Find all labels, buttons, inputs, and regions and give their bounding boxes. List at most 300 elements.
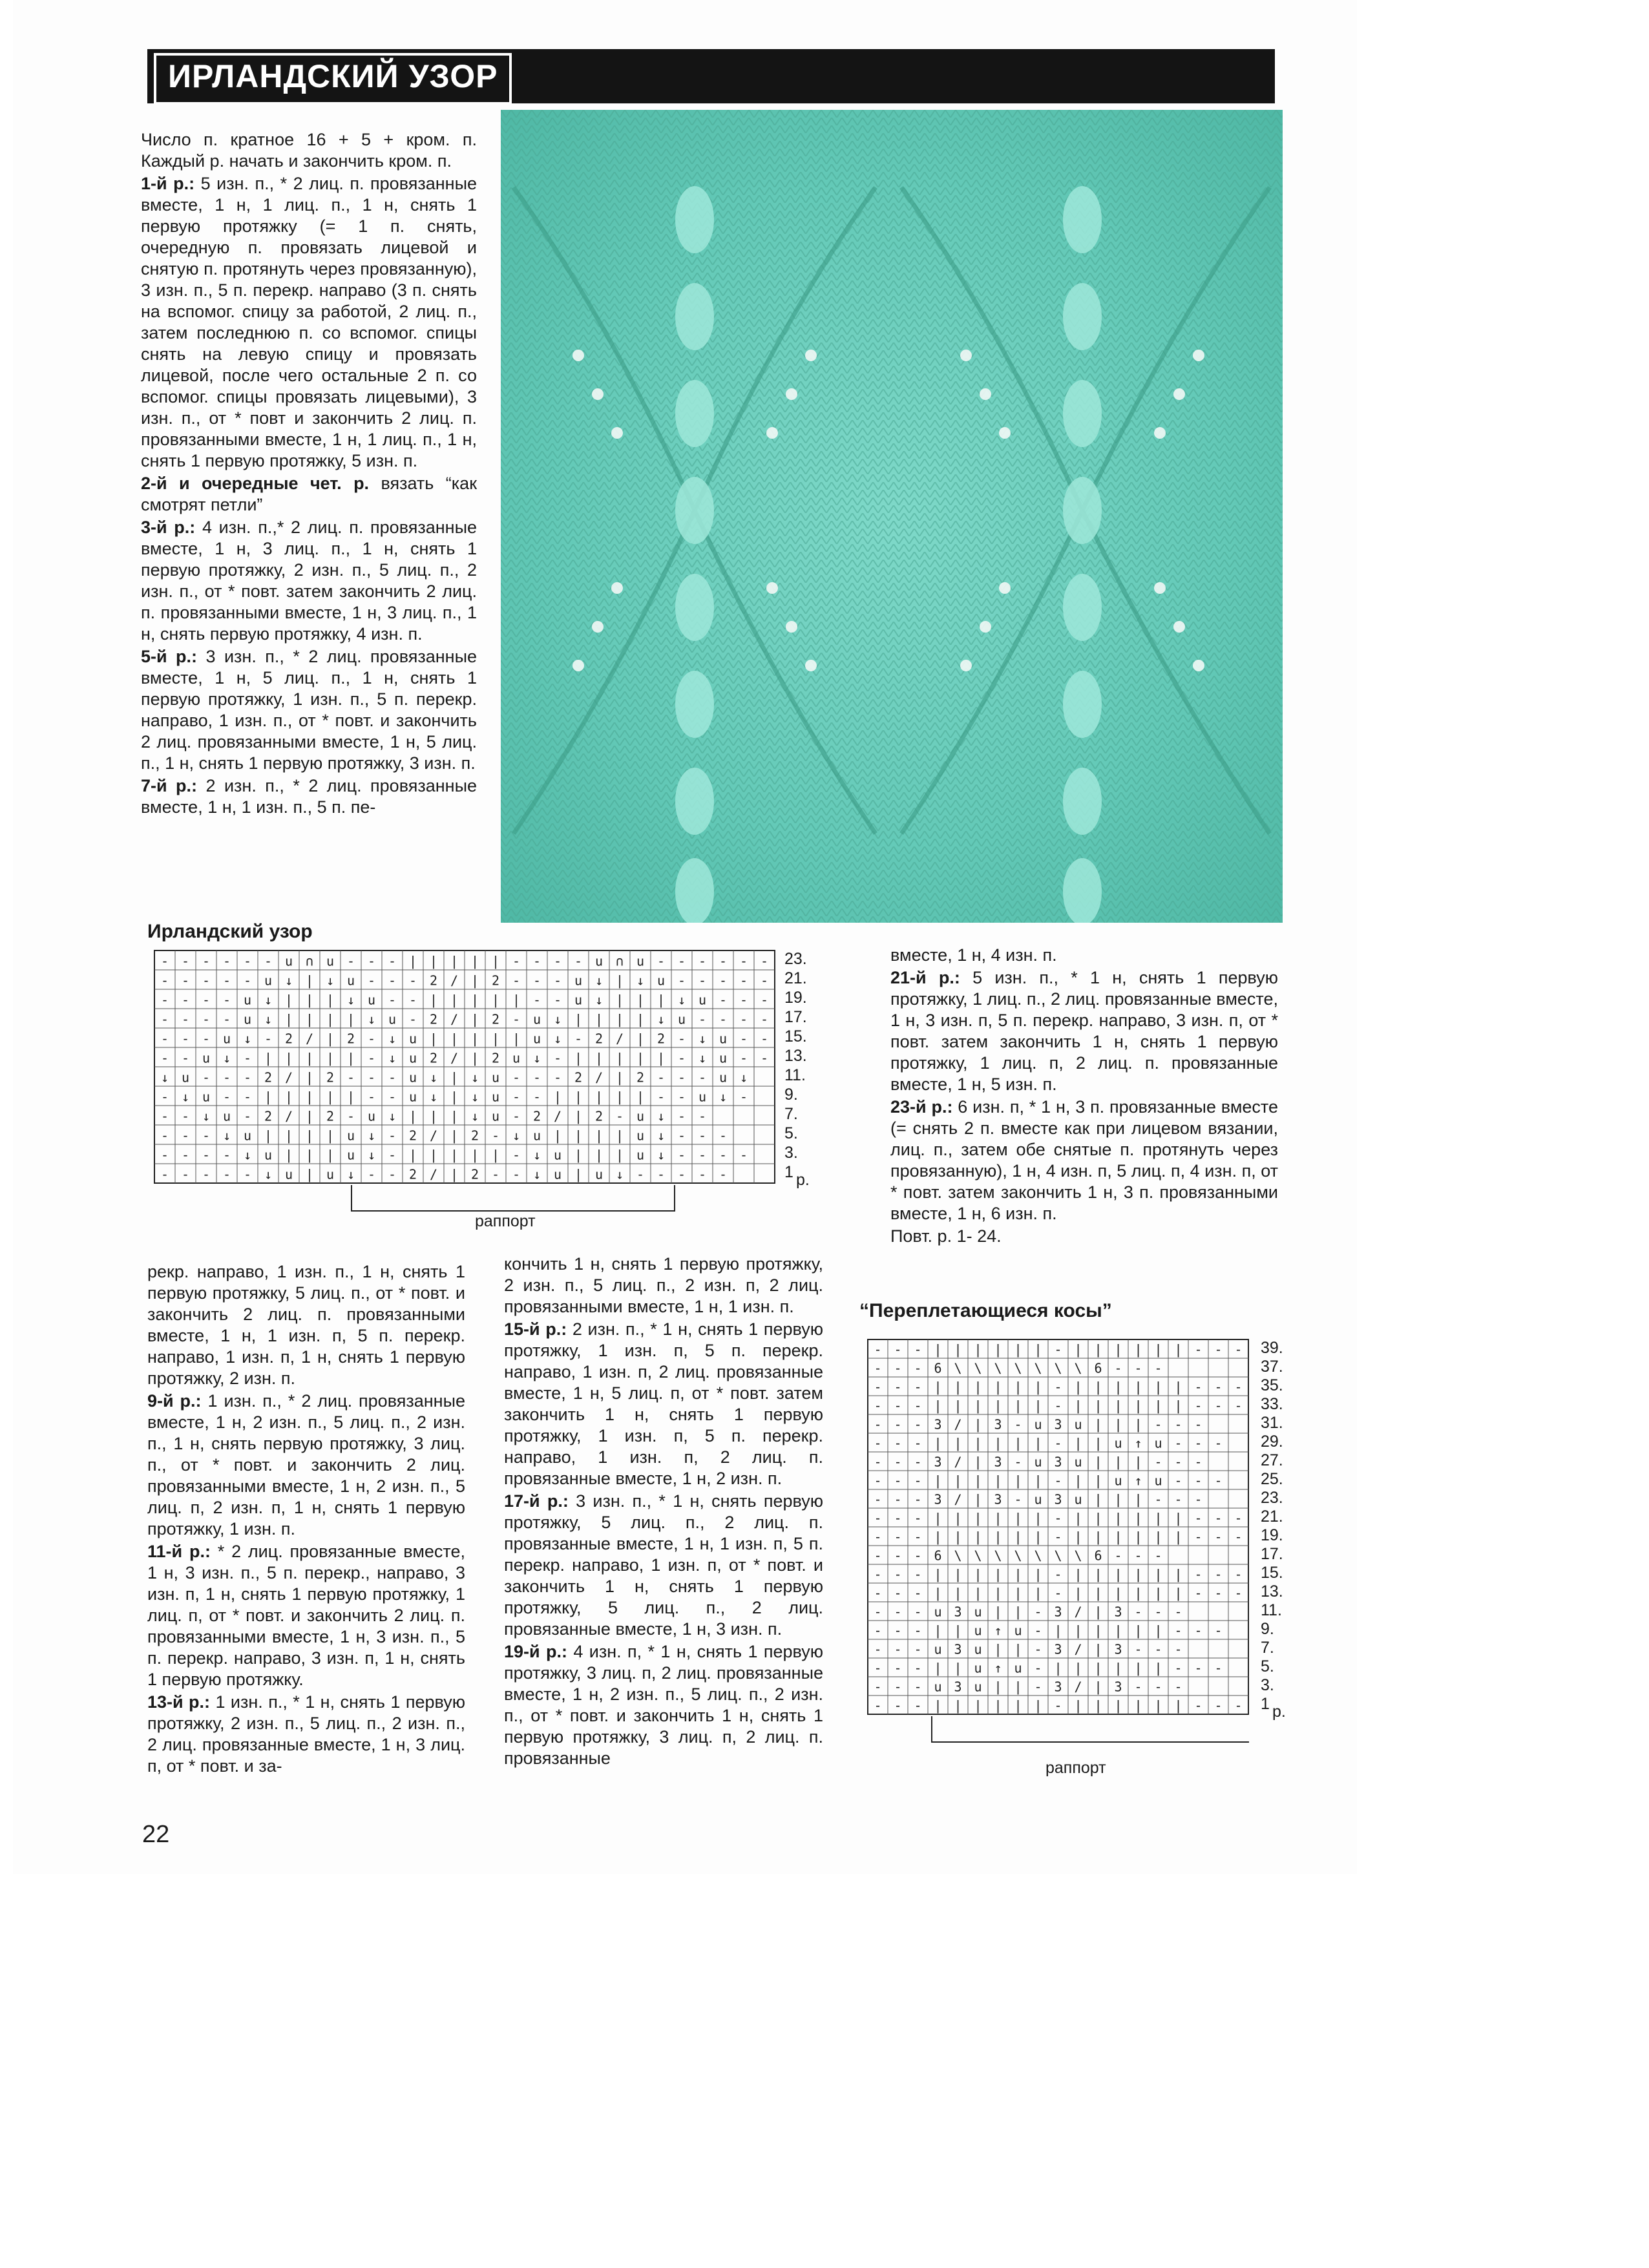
chart2-symbol: - [1014, 1454, 1022, 1470]
chart2-symbol: | [1034, 1566, 1042, 1582]
chart2-symbol: | [954, 1566, 962, 1582]
chart2-symbol: \ [974, 1548, 982, 1564]
chart2-symbol: - [1214, 1379, 1223, 1395]
chart1-symbol: | [491, 1031, 500, 1047]
chart1-symbol: | [346, 1050, 355, 1066]
chart2-symbol: | [1134, 1454, 1142, 1470]
chart1-symbol: | [264, 1089, 273, 1105]
chart1-symbol: ↓ [243, 1031, 252, 1047]
chart2-symbol: - [894, 1660, 902, 1676]
chart1-symbol: u [532, 1128, 541, 1144]
chart1-row-number: 9. [784, 1086, 798, 1104]
chart1-symbol: - [243, 1069, 252, 1086]
chart1-symbol: | [305, 1147, 314, 1163]
chart1-symbol: u [388, 1011, 397, 1027]
chart1-symbol: u [574, 972, 583, 989]
chart2-symbol: - [874, 1360, 882, 1376]
chart2-symbol: | [954, 1660, 962, 1676]
chart1-symbol: 2 [429, 1011, 438, 1027]
chart2-symbol: - [1174, 1679, 1182, 1695]
chart2-symbol: - [894, 1341, 902, 1358]
chart1-symbol: / [450, 1050, 459, 1066]
chart2-symbol: | [1114, 1660, 1122, 1676]
chart1-symbol: | [284, 1147, 293, 1163]
chart2-symbol: - [894, 1491, 902, 1507]
row-instruction: 4 изн. п.,* 2 лиц. п. провязанные вместе, 1 н, 3 лиц. п., 1 н, снять 1 первую протяжку, 2 изн. п., 5 лиц. п., 2 изн. п., от * повт. затем закончить 2 лиц. п. провязанными вместе, 1 н, 3 лиц. п., 1 н, снять первую протяжку, 4 изн. п. [141, 518, 477, 644]
chart1-symbol: - [160, 1128, 169, 1144]
chart2-symbol: 3 [1054, 1416, 1062, 1433]
chart1-symbol: - [160, 953, 169, 969]
chart2-symbol: / [954, 1491, 962, 1507]
chart1-symbol: ↓ [594, 992, 604, 1008]
chart1-symbol: - [698, 953, 707, 969]
chart1-symbol: | [450, 953, 459, 969]
chart2-symbol: - [1174, 1604, 1182, 1620]
chart1-symbol: | [636, 1089, 645, 1105]
chart2-symbol: | [1094, 1454, 1102, 1470]
chart2-symbol: - [1034, 1660, 1042, 1676]
chart1-symbol: ↓ [243, 1147, 252, 1163]
chart1-symbol: | [574, 1108, 583, 1124]
chart2-symbol: - [1054, 1435, 1062, 1451]
chart2-symbol: \ [1014, 1548, 1022, 1564]
chart2-symbol: - [1134, 1604, 1142, 1620]
chart1-symbol: - [160, 1166, 169, 1182]
row-label: 3-й р.: [141, 518, 196, 537]
chart2-symbol: - [1214, 1341, 1223, 1358]
chart1-symbol: - [512, 1089, 521, 1105]
chart1-symbol: - [202, 1147, 211, 1163]
chart2-symbol: | [1014, 1697, 1022, 1714]
chart2-symbol: u [974, 1641, 982, 1657]
chart1-symbol: - [222, 1147, 231, 1163]
chart2-symbol: - [1214, 1529, 1223, 1545]
chart2-row-number: 15. [1261, 1564, 1283, 1582]
chart2-symbol: - [914, 1585, 922, 1601]
chart1-symbol: - [243, 1108, 252, 1124]
chart2-symbol: - [1234, 1341, 1243, 1358]
chart1-symbol: - [739, 1011, 748, 1027]
chart2-symbol: | [974, 1510, 982, 1526]
chart2-symbol: - [914, 1341, 922, 1358]
row-instruction: вязать “как смотрят петли” [141, 474, 477, 514]
chart1-symbol: u [698, 992, 707, 1008]
chart2-symbol: - [1154, 1360, 1162, 1376]
chart2-symbol: | [954, 1697, 962, 1714]
chart2-symbol: | [1034, 1529, 1042, 1545]
chart2-symbol: - [914, 1548, 922, 1564]
chart2-symbol: - [1114, 1548, 1122, 1564]
chart1-symbol: - [739, 1050, 748, 1066]
right-paragraph [890, 967, 1278, 1095]
chart2-symbol: - [1194, 1473, 1203, 1489]
row-label: 23-й р.: [890, 1097, 953, 1117]
chart2-symbol: - [914, 1660, 922, 1676]
chart1-symbol: ↓ [698, 1031, 707, 1047]
chart2-symbol: | [1134, 1398, 1142, 1414]
chart2-symbol: - [1054, 1510, 1062, 1526]
chart2-symbol: - [1154, 1641, 1162, 1657]
chart2-symbol: | [1134, 1622, 1142, 1639]
chart2-symbol: - [874, 1510, 882, 1526]
chart1-symbol: | [470, 1050, 479, 1066]
chart2-symbol: - [874, 1398, 882, 1414]
chart2-symbol: | [1094, 1529, 1102, 1545]
chart1-symbol: - [243, 953, 252, 969]
chart1-symbol: | [450, 1166, 459, 1182]
chart1-symbol: | [450, 1069, 459, 1086]
chart1-row-suffix: р. [796, 1171, 810, 1189]
chart2-symbol: | [994, 1341, 1002, 1358]
chart2-symbol: \ [954, 1548, 962, 1564]
chart2-symbol: - [914, 1491, 922, 1507]
chart1-symbol: | [615, 1128, 624, 1144]
chart2-symbol: u [1014, 1622, 1022, 1639]
chart2-symbol: | [934, 1341, 942, 1358]
chart1-symbol: - [574, 953, 583, 969]
chart2-symbol: | [1114, 1341, 1122, 1358]
chart2-symbol: - [894, 1548, 902, 1564]
chart1-symbol: - [719, 1147, 728, 1163]
chart1-symbol: - [181, 992, 190, 1008]
chart1-symbol: - [532, 972, 541, 989]
chart1-row-number: 17. [784, 1008, 807, 1026]
chart2-symbol: - [1174, 1435, 1182, 1451]
chart1-symbol: u [491, 1069, 500, 1086]
chart2-symbol: 3 [1114, 1641, 1122, 1657]
chart2-symbol: | [1134, 1510, 1142, 1526]
chart1-symbol: ↓ [470, 1089, 479, 1105]
chart1-symbol: - [181, 1011, 190, 1027]
chart2-symbol: | [1034, 1398, 1042, 1414]
chart1-symbol: ↓ [160, 1069, 169, 1086]
chart1-row-number: 5. [784, 1124, 798, 1142]
chart2-symbol: | [1134, 1566, 1142, 1582]
chart2-symbol: | [1034, 1585, 1042, 1601]
chart2-symbol: | [1114, 1454, 1122, 1470]
chart2-symbol: | [1094, 1491, 1102, 1507]
page-title: ИРЛАНДСКИЙ УЗОР [154, 53, 512, 105]
chart2-symbol: | [1094, 1697, 1102, 1714]
chart1-symbol: - [656, 1069, 666, 1086]
chart2-symbol: | [1114, 1416, 1122, 1433]
column-left [147, 1261, 465, 1778]
chart1-symbol: u [202, 1050, 211, 1066]
chart2-symbol: | [1114, 1566, 1122, 1582]
chart2-symbol: | [994, 1529, 1002, 1545]
chart2-symbol: - [1194, 1622, 1203, 1639]
chart1-symbol: u [284, 953, 293, 969]
chart2-symbol: \ [994, 1360, 1002, 1376]
chart1-symbol: | [594, 1011, 604, 1027]
chart1-symbol: | [470, 1011, 479, 1027]
chart1-symbol: - [222, 1069, 231, 1086]
chart2-symbol: | [1134, 1491, 1142, 1507]
chart2-row-number: 17. [1261, 1545, 1283, 1563]
left-paragraph [147, 1261, 465, 1389]
chart1-symbol: u [346, 1128, 355, 1144]
chart2-row-number: 19. [1261, 1526, 1283, 1544]
chart1-rapport-label: раппорт [475, 1212, 536, 1230]
chart1-svg [154, 950, 775, 1221]
chart2-symbol: - [1054, 1341, 1062, 1358]
chart2-row-number: 35. [1261, 1376, 1283, 1394]
chart2-symbol: | [1114, 1585, 1122, 1601]
chart1-symbol: | [615, 1011, 624, 1027]
chart2-symbol: u [1074, 1454, 1082, 1470]
chart1-symbol: | [512, 1031, 521, 1047]
chart1-symbol: - [677, 1050, 686, 1066]
title-banner [147, 49, 1275, 103]
chart1-symbol: u [698, 1089, 707, 1105]
row-label: 11-й р.: [147, 1542, 211, 1561]
chart2-symbol: - [1134, 1360, 1142, 1376]
chart2-symbol: | [1094, 1585, 1102, 1601]
chart2-symbol: 3 [934, 1416, 942, 1433]
chart2-symbol: - [914, 1435, 922, 1451]
chart2-symbol: | [934, 1585, 942, 1601]
chart2-symbol: | [1094, 1398, 1102, 1414]
chart1-symbol: | [284, 1050, 293, 1066]
chart1-symbol: u [243, 992, 252, 1008]
chart2-symbol: | [934, 1379, 942, 1395]
chart2-row-number: 37. [1261, 1358, 1283, 1376]
chart2-symbol: | [1154, 1379, 1162, 1395]
chart2-symbol: - [1174, 1660, 1182, 1676]
chart2-symbol: - [1054, 1566, 1062, 1582]
chart1-symbol: u [367, 1108, 376, 1124]
chart1-symbol: u [491, 1089, 500, 1105]
chart2-symbol: - [874, 1435, 882, 1451]
chart2-symbol: ↑ [994, 1622, 1002, 1639]
row-label: 5-й р.: [141, 647, 198, 666]
chart1-symbol: | [491, 992, 500, 1008]
chart2-symbol: | [1074, 1379, 1082, 1395]
chart2-symbol: | [1154, 1510, 1162, 1526]
chart1-symbol: - [388, 1069, 397, 1086]
chart2-symbol: | [1014, 1398, 1022, 1414]
chart1-row-number: 15. [784, 1027, 807, 1045]
chart1-rapport-bracket [352, 1185, 675, 1211]
chart2-symbol: | [974, 1473, 982, 1489]
chart2-symbol: \ [1054, 1548, 1062, 1564]
chart1-symbol: / [429, 1128, 438, 1144]
chart1-symbol: / [450, 1011, 459, 1027]
chart1-row-number: 3. [784, 1144, 798, 1162]
chart1-symbol: - [160, 992, 169, 1008]
chart1-symbol: - [243, 972, 252, 989]
chart1-symbol: - [553, 953, 562, 969]
chart1-symbol: - [408, 992, 417, 1008]
chart2-symbol: | [1074, 1435, 1082, 1451]
chart1-symbol: | [284, 1011, 293, 1027]
chart1-symbol: | [574, 1011, 583, 1027]
chart1-symbol: - [367, 1050, 376, 1066]
chart2-symbol: u [1034, 1454, 1042, 1470]
chart2-symbol: | [1074, 1529, 1082, 1545]
chart1-row-number: 7. [784, 1105, 798, 1123]
chart2-symbol: | [1014, 1641, 1022, 1657]
chart2-symbol: | [954, 1585, 962, 1601]
chart2-symbol: - [1214, 1510, 1223, 1526]
chart1-symbol: | [264, 1128, 273, 1144]
chart2-symbol: | [954, 1435, 962, 1451]
chart1-symbol: - [677, 1166, 686, 1182]
chart1-symbol: - [677, 953, 686, 969]
chart1-symbol: - [760, 1011, 769, 1027]
chart1-symbol: - [739, 1147, 748, 1163]
chart2-symbol: | [1014, 1435, 1022, 1451]
chart1-symbol: | [656, 992, 666, 1008]
chart1-symbol: u [346, 972, 355, 989]
chart1-symbol: - [222, 1089, 231, 1105]
chart1-symbol: - [512, 1147, 521, 1163]
chart2-symbol: u [1034, 1416, 1042, 1433]
chart2-row-number: 11. [1261, 1601, 1282, 1619]
chart2-symbol: u [934, 1604, 942, 1620]
chart1-symbol: - [388, 1166, 397, 1182]
chart1-symbol: - [739, 992, 748, 1008]
chart2-symbol: | [994, 1398, 1002, 1414]
chart2-row-number: 21. [1261, 1507, 1283, 1526]
chart1-symbol: | [615, 1069, 624, 1086]
chart2-row-number: 39. [1261, 1339, 1283, 1357]
chart1-symbol: - [698, 1166, 707, 1182]
chart1-symbol: - [346, 1069, 355, 1086]
chart1-symbol: | [429, 1108, 438, 1124]
chart1-symbol: u [553, 1147, 562, 1163]
chart1-symbol: 2 [326, 1108, 335, 1124]
chart2-symbol: 3 [1054, 1679, 1062, 1695]
chart1-symbol: u [594, 1166, 604, 1182]
chart2-symbol: 6 [1094, 1548, 1102, 1564]
chart2-symbol: | [994, 1641, 1002, 1657]
chart2-symbol: - [894, 1416, 902, 1433]
row-label: 13-й р.: [147, 1692, 211, 1712]
chart2-symbol: / [1074, 1679, 1082, 1695]
knitted-swatch-photo [501, 110, 1283, 923]
chart2-symbol: - [874, 1473, 882, 1489]
chart1-symbol: ↓ [346, 992, 355, 1008]
chart1-symbol: - [160, 972, 169, 989]
row-label: 1-й р.: [141, 174, 195, 193]
chart2-symbol: - [1054, 1379, 1062, 1395]
chart1-symbol: - [181, 1166, 190, 1182]
chart2-symbol: | [1154, 1529, 1162, 1545]
chart1-symbol: - [367, 1166, 376, 1182]
chart2-symbol: \ [994, 1548, 1002, 1564]
chart2-symbol: u [974, 1679, 982, 1695]
chart2-symbol: - [894, 1435, 902, 1451]
chart1-symbol: 2 [491, 1011, 500, 1027]
chart1-symbol: | [574, 1147, 583, 1163]
chart2-symbol: - [1214, 1435, 1223, 1451]
chart2-symbol: | [934, 1510, 942, 1526]
chart2-symbol: | [1074, 1566, 1082, 1582]
chart1-symbol: | [615, 992, 624, 1008]
chart1-symbol: | [594, 1089, 604, 1105]
chart2-symbol: - [894, 1360, 902, 1376]
chart1-symbol: - [222, 953, 231, 969]
chart2-symbol: - [914, 1454, 922, 1470]
chart2-symbol: - [1174, 1622, 1182, 1639]
chart1-symbol: - [719, 1128, 728, 1144]
chart1-symbol: - [553, 1069, 562, 1086]
chart1-symbol: ↓ [470, 1108, 479, 1124]
chart2-symbol: - [874, 1697, 882, 1714]
chart2-symbol: | [994, 1697, 1002, 1714]
chart2-symbol: u [974, 1604, 982, 1620]
chart1-symbol: - [719, 972, 728, 989]
chart1-symbol: - [574, 1031, 583, 1047]
chart1-symbol: - [532, 953, 541, 969]
chart1-symbol: ↓ [553, 1011, 562, 1027]
chart2-symbol: - [1054, 1585, 1062, 1601]
chart2-symbol: 3 [954, 1641, 962, 1657]
chart1-symbol: | [594, 1147, 604, 1163]
chart2-symbol: - [914, 1679, 922, 1695]
chart2-symbol: | [994, 1679, 1002, 1695]
chart2-symbol: | [974, 1416, 982, 1433]
chart1-symbol: - [512, 972, 521, 989]
chart2-symbol: \ [1034, 1360, 1042, 1376]
chart1-symbol: | [656, 1050, 666, 1066]
chart1-symbol: - [264, 953, 273, 969]
chart1-symbol: | [553, 1089, 562, 1105]
chart2-symbol: | [1074, 1660, 1082, 1676]
chart2-symbol: | [1174, 1566, 1182, 1582]
chart1-symbol: u [636, 1147, 645, 1163]
chart1-symbol: 2 [470, 1166, 479, 1182]
column-middle [504, 1254, 823, 1770]
chart2-symbol: | [1154, 1566, 1162, 1582]
chart2-symbol: | [1094, 1379, 1102, 1395]
chart2-row-number: 27. [1261, 1451, 1283, 1469]
chart2-symbol: | [1034, 1473, 1042, 1489]
chart2-symbol: | [1114, 1398, 1122, 1414]
chart2-rapport-bracket [932, 1716, 1249, 1742]
chart1-symbol: | [574, 1128, 583, 1144]
chart1-symbol: u [243, 1128, 252, 1144]
chart1-symbol: - [160, 1050, 169, 1066]
chart2-symbol: - [1214, 1585, 1223, 1601]
chart2-symbol: - [874, 1491, 882, 1507]
chart1-symbol: 2 [429, 1050, 438, 1066]
row-instruction: 3 изн. п., * 2 лиц. провязанные вместе, 1 н, 5 лиц. п., 1 н, снять 1 первую протяжку, 1 изн. п., 5 п. перекр. направо, 1 изн. п., от * повт. и закончить 2 лиц. провязанными вместе, 1 н, 5 лиц. п., 1 н, снять 1 первую протяжку, 3 изн. п. [141, 647, 477, 773]
chart1-symbol: | [408, 1108, 417, 1124]
chart2-symbol: - [894, 1529, 902, 1545]
chart1-symbol: u [594, 953, 604, 969]
chart2-symbol: | [954, 1529, 962, 1545]
chart2-symbol: \ [954, 1360, 962, 1376]
chart1-symbol: 2 [491, 1050, 500, 1066]
row-instruction: кончить 1 н, снять 1 первую протяжку, 2 изн. п., 5 лиц. п., 2 изн. п, 2 лиц. провязанными вместе, 1 н, 1 изн. п. [504, 1254, 823, 1316]
chart2-symbol: 3 [934, 1454, 942, 1470]
left-paragraph [147, 1541, 465, 1690]
chart2-symbol: | [934, 1435, 942, 1451]
chart2-symbol: - [874, 1379, 882, 1395]
row-instruction: 3 изн. п., * 1 н, снять первую протяжку, 5 лиц. п., 2 лиц. п. провязанные вместе, 1 н, 1 изн. п, 5 п. перекр. направо, 1 изн. п, от * повт. и закончить 1 н, снять 1 первую протяжку, 5 лиц. п., 2 лиц. провязанные вместе, 1 н, 3 изн. п. [504, 1491, 824, 1639]
row-instruction: 1 изн. п., * 1 н, снять 1 первую протяжку, 2 изн. п., 5 лиц. п., 2 изн. п., 2 лиц. провязанные вместе, 1 н, 3 лиц. п, от * повт. и за- [147, 1692, 465, 1776]
chart1-symbol: u [264, 1147, 273, 1163]
chart2-symbol: - [874, 1416, 882, 1433]
chart1-symbol: | [615, 972, 624, 989]
chart1-symbol: | [305, 1069, 314, 1086]
chart1-symbol: - [698, 1069, 707, 1086]
chart2-symbol: 6 [934, 1360, 942, 1376]
chart1-symbol: u [656, 972, 666, 989]
chart1-symbol: | [470, 1147, 479, 1163]
